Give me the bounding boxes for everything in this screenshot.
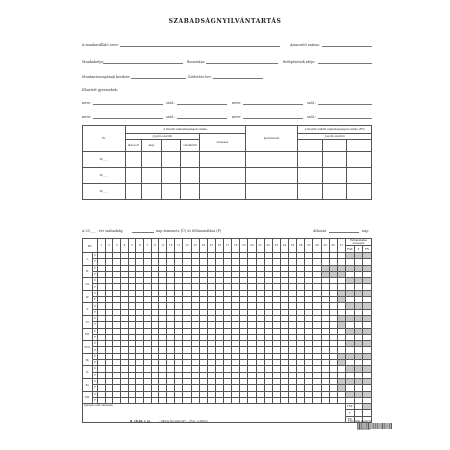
col-usage: Felhasználás összesen (345, 239, 371, 246)
field-employment-start[interactable] (131, 78, 186, 79)
month-label: XI. (83, 378, 93, 391)
row-code: Ü (94, 291, 96, 295)
day-header: 1 (98, 239, 106, 253)
summary-row-year: 20____ (83, 152, 126, 168)
row-code: F (94, 323, 96, 327)
day-header: 20 (248, 239, 256, 253)
child1-born-field[interactable] (177, 104, 227, 105)
month-label: XII. (83, 391, 93, 404)
totals-code: FN (345, 416, 354, 422)
child4-born-label: szül.: (307, 115, 317, 119)
carried-unit: nap (362, 229, 369, 233)
day-header: 31 (337, 239, 345, 253)
label-workplace: Munkahelye: (82, 60, 105, 64)
calendar-table (82, 238, 372, 423)
totals-code: T (345, 410, 354, 416)
calendar-header (83, 239, 372, 246)
barcode-number: 5999476510417 (357, 429, 372, 431)
child4-name-label: neve: (232, 115, 242, 119)
child3-born-field[interactable] (177, 118, 227, 119)
label-position: Beosztása: (187, 60, 206, 64)
col-unused: Igénybevett (245, 126, 298, 152)
row-code: F (94, 336, 96, 339)
label-employee-name: A munkavállaló neve: (82, 43, 119, 47)
label-entry-date: Belépésének ideje: (283, 60, 316, 64)
day-header: 19 (240, 239, 248, 253)
label-employment-start: Munkaviszonyának kezdete: (82, 75, 131, 79)
month-label: VIII. (83, 341, 93, 354)
month-label: V. (83, 303, 93, 316)
day-header: 10 (167, 239, 175, 253)
month-label: X. (83, 366, 93, 379)
label-employee-id: Azonosító száma: (290, 43, 320, 47)
row-code: Ü (94, 342, 96, 346)
summary-row-year: 20____ (83, 168, 126, 184)
carried-label: Áthozat (313, 229, 327, 233)
day-header: 29 (321, 239, 329, 253)
day-header: 24 (280, 239, 288, 253)
child1-name-field[interactable] (93, 104, 163, 105)
child1-born-label: szül.: (166, 101, 176, 105)
child2-born-label: szül.: (307, 101, 317, 105)
row-code: F (94, 373, 96, 377)
day-header: 28 (313, 239, 321, 253)
totals-code: FSZ (347, 405, 353, 409)
col-athozott: áthozott (125, 140, 142, 152)
day-header: 12 (183, 239, 191, 253)
day-header: 16 (215, 239, 223, 253)
field-entry-date[interactable] (318, 63, 372, 64)
row-code: F (94, 273, 96, 277)
day-header: 4 (121, 239, 129, 253)
day-header: 18 (232, 239, 240, 253)
child4-name-field[interactable] (243, 118, 303, 119)
label-birth-year: Születési éve: (188, 75, 212, 79)
child2-name-field[interactable] (243, 104, 303, 105)
row-code: Ü (94, 304, 96, 308)
usage-col-header: FSZ (347, 247, 353, 251)
summary-row (83, 184, 372, 200)
col-alap: alap (142, 140, 161, 152)
day-header: 5 (128, 239, 136, 253)
summary-row (83, 152, 372, 168)
month-label: I. (83, 253, 93, 266)
day-header: 22 (264, 239, 272, 253)
summary-row (83, 168, 372, 184)
field-employee-id[interactable] (322, 46, 372, 47)
row-code: F (94, 361, 96, 365)
row-code: F (94, 348, 96, 352)
usage-col-header: FN (362, 246, 371, 253)
summary-table (82, 125, 372, 200)
day-header: 23 (272, 239, 280, 253)
row-code: F (94, 285, 96, 289)
col-unpaid-entitled: Jogcím szerinti (298, 134, 372, 140)
month-label: IV. (83, 290, 93, 303)
row-code: F (94, 310, 96, 314)
month-label: III. (83, 278, 93, 291)
day-header: 14 (199, 239, 207, 253)
col-month: Hó (83, 239, 98, 253)
usage-col-header: T (354, 246, 362, 253)
col-unpaid-group: A fizetett nélküli szabadságnapok száma (FN) (298, 126, 372, 134)
publisher: – Pátria Nyomda Zrt. – (Fsz.: 5-6523) (159, 420, 208, 423)
field-birth-year[interactable] (213, 78, 263, 79)
paper-note: FSC által ajánlott (348, 420, 372, 423)
day-header: 21 (256, 239, 264, 253)
calendar-intro-text: nap átmenete (Ü) és felhasználása (F) (156, 229, 222, 233)
col-extra: rendkívüli (181, 140, 200, 152)
label-children: Eltartott gyermekek: (82, 88, 118, 92)
row-code: Ü (94, 279, 96, 283)
child2-name-label: neve: (232, 101, 242, 105)
day-header: 8 (151, 239, 159, 253)
row-code: F (94, 260, 96, 264)
day-header: 30 (329, 239, 337, 253)
day-header: 27 (305, 239, 313, 253)
row-code: Ü (94, 317, 96, 321)
child4-born-field[interactable] (318, 118, 372, 119)
row-code: F (94, 398, 96, 402)
month-label: VII. (83, 328, 93, 341)
day-header: 25 (289, 239, 297, 253)
row-code: Ü (94, 329, 96, 333)
totals-label: Igénybe vett összesen (83, 404, 346, 423)
row-code: Ü (94, 392, 96, 396)
month-label: IX. (83, 353, 93, 366)
child3-name-field[interactable] (93, 118, 163, 119)
row-code: Ü (94, 380, 96, 384)
child3-name-label: neve: (82, 115, 92, 119)
field-workplace[interactable] (103, 63, 183, 64)
day-header: 2 (105, 239, 113, 253)
day-header: 11 (175, 239, 183, 253)
summary-row-year: 20____ (83, 184, 126, 200)
col-year: Év (83, 126, 126, 152)
day-header: 6 (136, 239, 144, 253)
child1-name-label: neve: (82, 101, 92, 105)
col-entitled: Jogcím szerinti (125, 134, 200, 140)
day-header: 3 (113, 239, 121, 253)
row-code: Ü (94, 354, 96, 358)
day-header: 26 (297, 239, 305, 253)
day-header: 7 (144, 239, 152, 253)
totals-row (83, 404, 372, 410)
row-code: F (94, 386, 96, 390)
day-header: 13 (191, 239, 199, 253)
row-code: Ü (94, 367, 96, 371)
col-days-group: A fizetett szabadságnapok száma (125, 126, 245, 134)
row-code: F (94, 298, 96, 302)
carried-field[interactable] (329, 232, 359, 233)
child3-born-label: szül.: (166, 115, 176, 119)
field-employee-name[interactable] (120, 46, 280, 47)
row-code: Ü (94, 266, 96, 270)
calendar-intro-year: A 20____. évi szabadság (82, 229, 123, 233)
row-code: Ü (94, 254, 96, 258)
day-header: 17 (224, 239, 232, 253)
day-header: 15 (207, 239, 215, 253)
calendar-days-field[interactable] (132, 232, 154, 233)
field-position[interactable] (206, 63, 278, 64)
month-label: VI. (83, 315, 93, 328)
day-header: 9 (159, 239, 167, 253)
child2-born-field[interactable] (318, 104, 372, 105)
form-code: B. 18-60. r. sz. (130, 420, 151, 423)
month-label: II. (83, 265, 93, 278)
col-osszesen: összesen (200, 134, 245, 152)
page-title: SZABADSÁGNYILVÁNTARTÁS (168, 18, 282, 25)
